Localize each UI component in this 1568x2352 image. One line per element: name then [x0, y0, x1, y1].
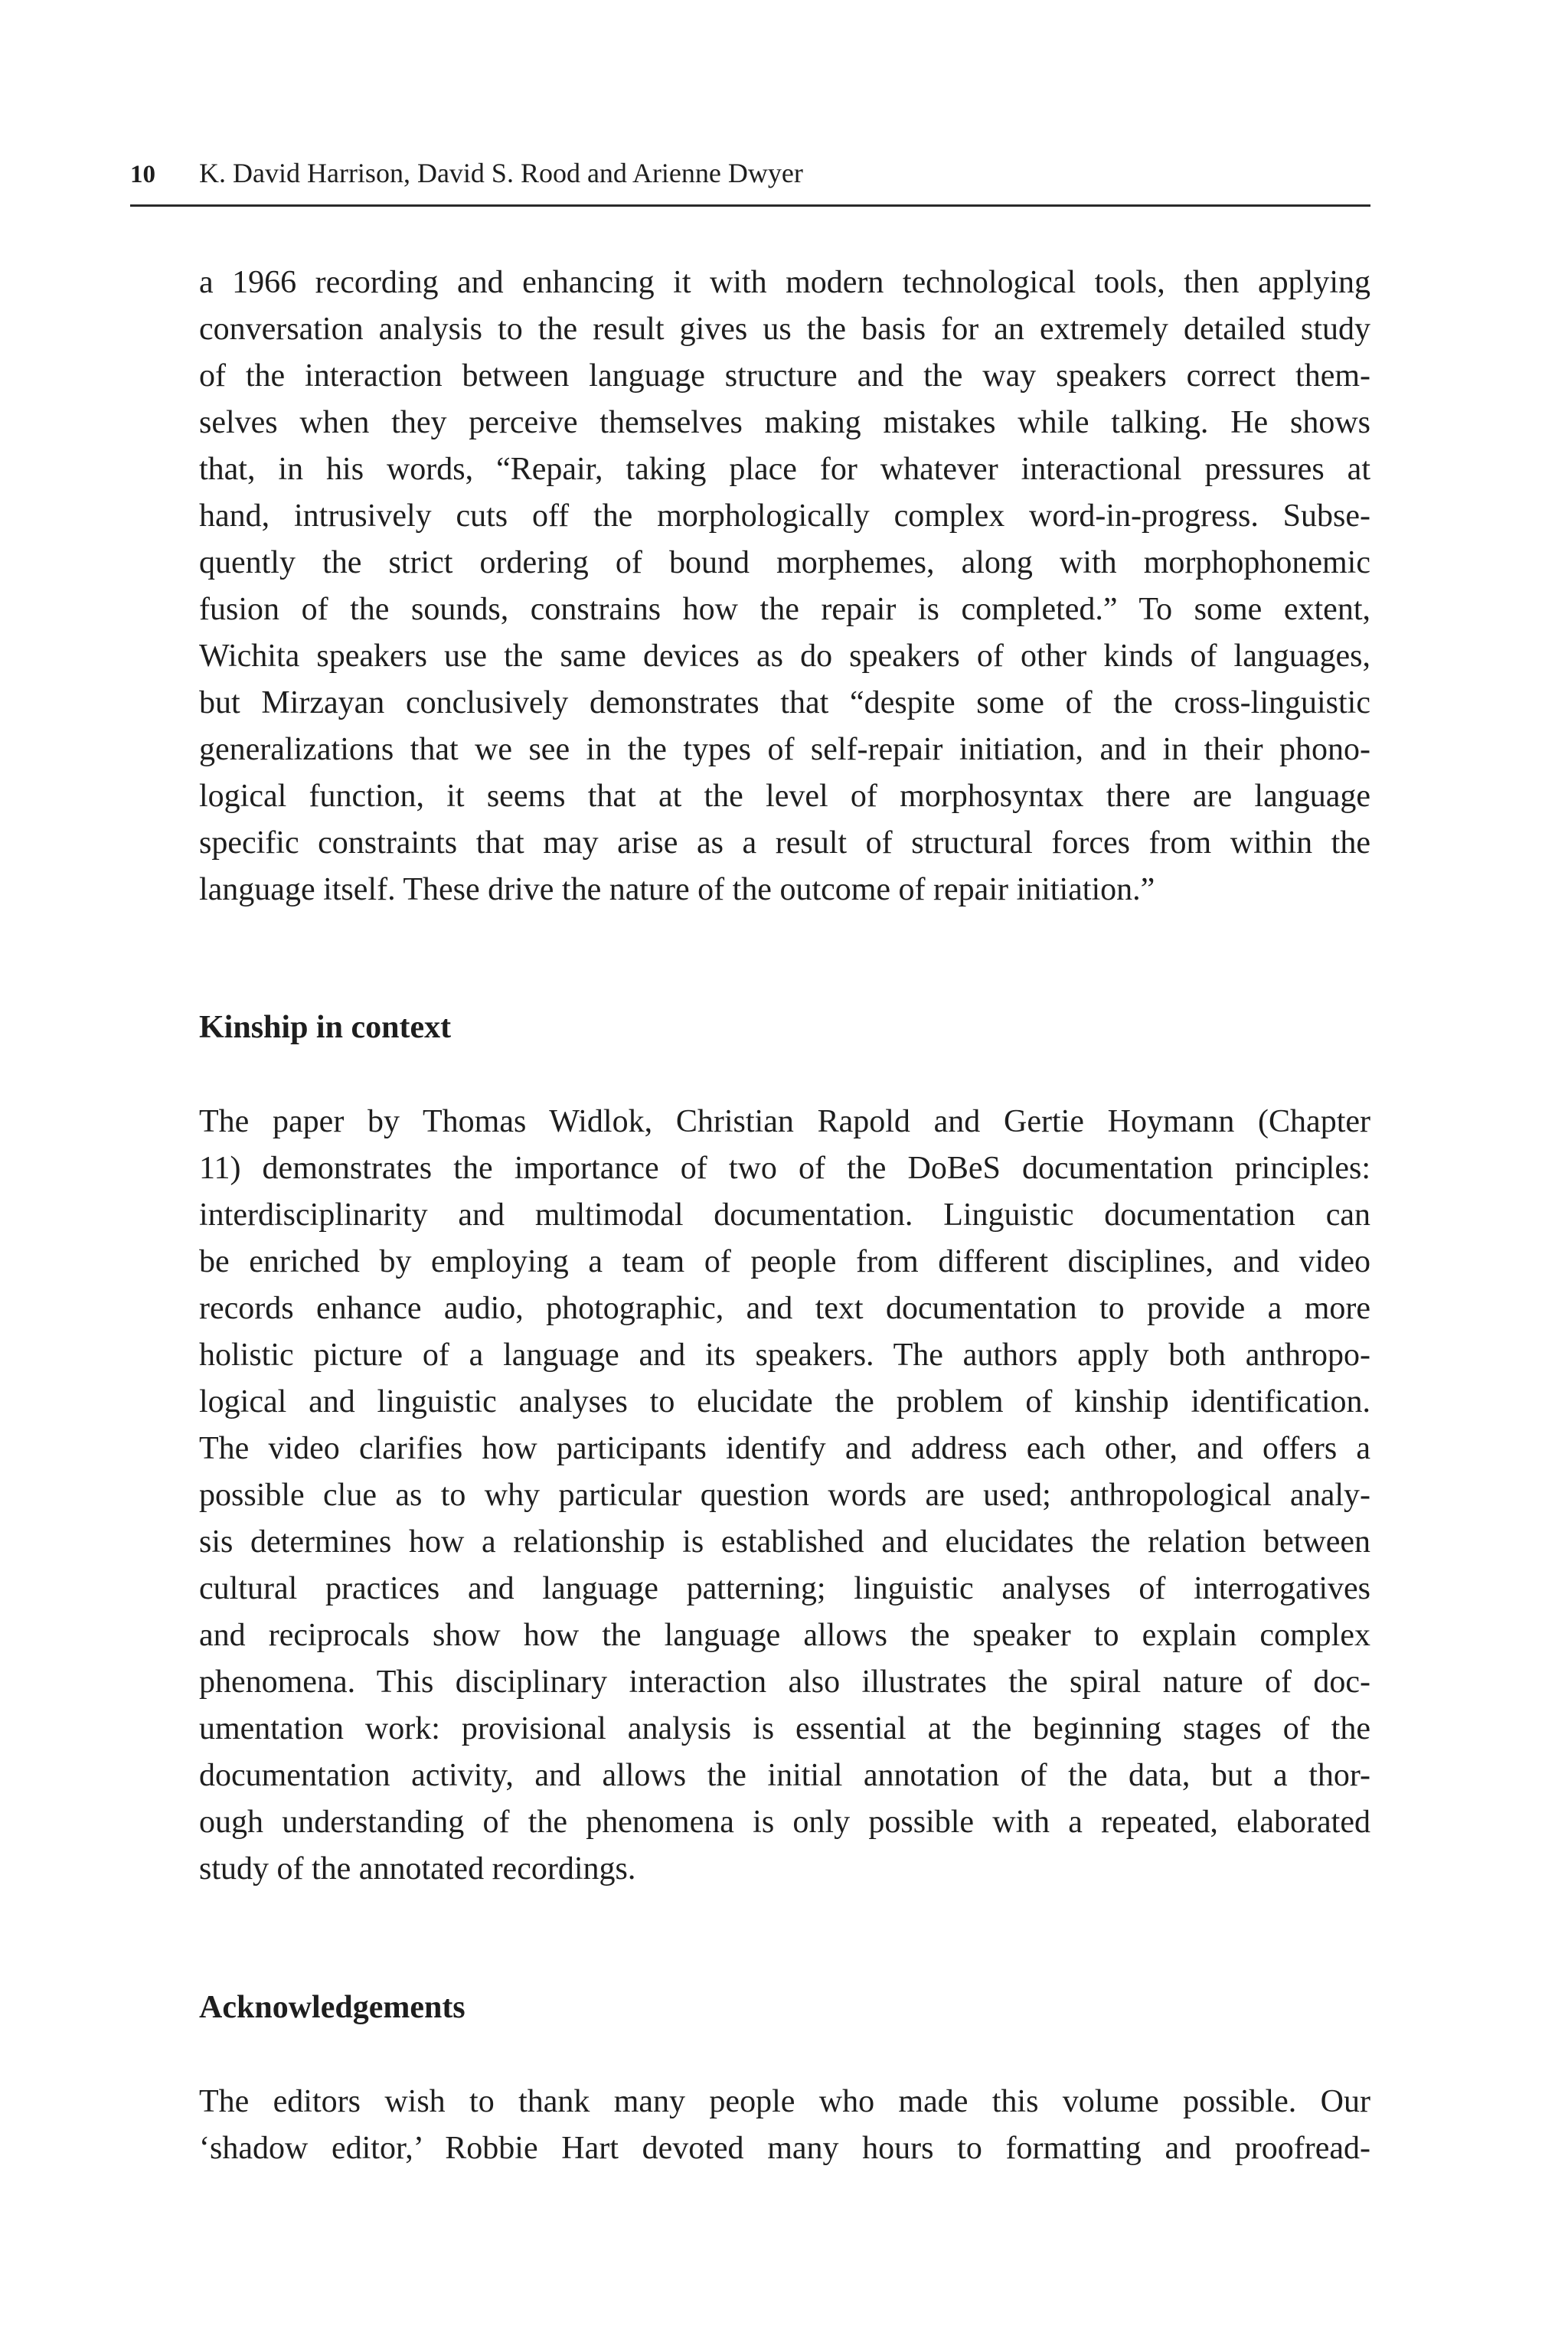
text-line: a 1966 recording and enhancing it with modern technological tools, then applying [199, 265, 1370, 300]
text-line: holistic picture of a language and its speakers. The authors apply both anthropo- [199, 1338, 1370, 1373]
text-line: possible clue as to why particular question words are used; anthropological analy- [199, 1478, 1370, 1513]
text-line: The video clarifies how participants identify and address each other, and offers a [199, 1431, 1370, 1466]
text-line: 11) demonstrates the importance of two of the DoBeS documentation principles: [199, 1151, 1370, 1186]
text-line: Wichita speakers use the same devices as do speakers of other kinds of languages, [199, 639, 1370, 674]
text-line: records enhance audio, photographic, and text documentation to provide a more [199, 1291, 1370, 1326]
header-rule [130, 204, 1370, 207]
section-heading-kinship: Kinship in context [199, 1010, 452, 1045]
text-line: that, in his words, “Repair, taking place for whatever interactional pressures at [199, 452, 1370, 487]
text-line: umentation work: provisional analysis is essential at the beginning stages of the [199, 1711, 1370, 1746]
text-line: hand, intrusively cuts off the morphologically complex word-in-progress. Subse- [199, 498, 1370, 534]
text-line: quently the strict ordering of bound morphemes, along with morphophonemic [199, 545, 1370, 580]
text-line: ‘shadow editor,’ Robbie Hart devoted many hours to formatting and proofread- [199, 2131, 1370, 2166]
text-line: interdisciplinarity and multimodal documentation. Linguistic documentation can [199, 1197, 1370, 1233]
running-header [130, 150, 1370, 196]
text-line: and reciprocals show how the language allows the speaker to explain complex [199, 1618, 1370, 1653]
text-line: The editors wish to thank many people who made this volume possible. Our [199, 2084, 1370, 2119]
text-line: language itself. These drive the nature of the outcome of repair initiation.” [199, 872, 1155, 907]
page-number: 10 [130, 161, 155, 188]
paragraph-kinship [199, 1099, 1370, 1893]
text-line: ough understanding of the phenomena is only possible with a repeated, elaborated [199, 1805, 1370, 1840]
text-line: phenomena. This disciplinary interaction also illustrates the spiral nature of doc- [199, 1664, 1370, 1700]
running-head-authors: K. David Harrison, David S. Rood and Arienne Dwyer [199, 158, 803, 188]
text-line: logical and linguistic analyses to elucidate the problem of kinship identification. [199, 1384, 1370, 1419]
text-line: cultural practices and language patterning; linguistic analyses of interrogatives [199, 1571, 1370, 1606]
text-line: of the interaction between language structure and the way speakers correct them- [199, 358, 1370, 394]
text-line: documentation activity, and allows the initial annotation of the data, but a thor- [199, 1758, 1370, 1793]
section-heading-acknowledgements: Acknowledgements [199, 1990, 466, 2025]
text-line: selves when they perceive themselves making mistakes while talking. He shows [199, 405, 1370, 440]
text-line: fusion of the sounds, constrains how the repair is completed.” To some extent, [199, 592, 1370, 627]
text-line: The paper by Thomas Widlok, Christian Rapold and Gertie Hoymann (Chapter [199, 1104, 1370, 1139]
text-line: specific constraints that may arise as a result of structural forces from within the [199, 825, 1370, 861]
paragraph-repair-analysis [199, 260, 1370, 913]
text-line: study of the annotated recordings. [199, 1851, 636, 1886]
text-line: generalizations that we see in the types of self-repair initiation, and in their phono- [199, 732, 1370, 767]
paragraph-acknowledgements [199, 2079, 1370, 2172]
text-line: sis determines how a relationship is established and elucidates the relation between [199, 1524, 1370, 1560]
text-line: be enriched by employing a team of people from different disciplines, and video [199, 1244, 1370, 1279]
text-line: conversation analysis to the result gives us the basis for an extremely detailed study [199, 312, 1370, 347]
text-line: logical function, it seems that at the level of morphosyntax there are language [199, 779, 1370, 814]
text-line: but Mirzayan conclusively demonstrates that “despite some of the cross-linguistic [199, 685, 1370, 720]
